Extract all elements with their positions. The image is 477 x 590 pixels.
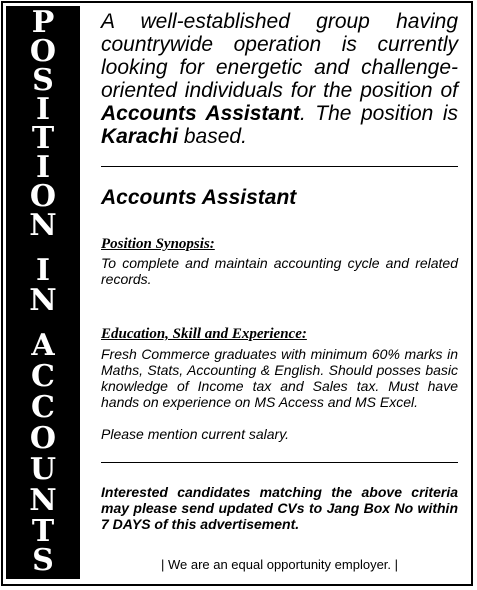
banner-letter: N xyxy=(29,483,57,518)
banner-letter: S xyxy=(32,63,54,98)
job-title: Accounts Assistant xyxy=(101,186,297,209)
banner-letter: I xyxy=(35,92,51,127)
vertical-banner xyxy=(6,6,80,579)
equal-opportunity-note: | We are an equal opportunity employer. | xyxy=(160,557,399,572)
intro-position: Accounts Assistant xyxy=(101,102,300,125)
intro-text: based. xyxy=(178,125,247,148)
banner-letter: U xyxy=(29,452,57,487)
banner-letter: S xyxy=(32,543,54,578)
banner-letter: T xyxy=(31,121,55,156)
intro-paragraph xyxy=(101,10,458,148)
banner-letter: I xyxy=(35,253,51,288)
banner-letter: N xyxy=(29,283,57,318)
synopsis-heading: Position Synopsis: xyxy=(101,236,215,252)
banner-letter: O xyxy=(29,421,57,456)
banner-letter: T xyxy=(31,514,55,549)
banner-letter: I xyxy=(35,150,51,185)
intro-city: Karachi xyxy=(101,125,179,148)
banner-letter: N xyxy=(29,208,57,243)
banner-letter: A xyxy=(31,328,55,363)
salary-note: Please mention current salary. xyxy=(101,426,290,442)
application-instructions: Interested candidates matching the above criteria may please send updated CVs to Jang Box No within 7 DAYS of this advertisement. xyxy=(101,484,458,532)
intro-text: . The position is xyxy=(299,102,459,125)
banner-letter: C xyxy=(31,390,55,425)
banner-letter: C xyxy=(31,359,55,394)
banner-letter: O xyxy=(29,179,57,214)
divider xyxy=(101,166,458,167)
education-body: Fresh Commerce graduates with minimum 60% marks in Maths, Stats, Accounting & English. Should posses basic knowledge of Income tax and Sales tax. Must have hands on experience on MS Access and MS Excel. xyxy=(101,346,458,410)
intro-text: A well-established group having countrywide operation is currently looking for energetic and challenge-oriented individuals for the position of xyxy=(101,10,458,102)
banner-letter: O xyxy=(29,34,57,69)
divider xyxy=(101,462,458,463)
banner-letter: P xyxy=(31,5,55,40)
education-heading: Education, Skill and Experience: xyxy=(101,326,307,342)
synopsis-body: To complete and maintain accounting cycle and related records. xyxy=(101,255,458,287)
